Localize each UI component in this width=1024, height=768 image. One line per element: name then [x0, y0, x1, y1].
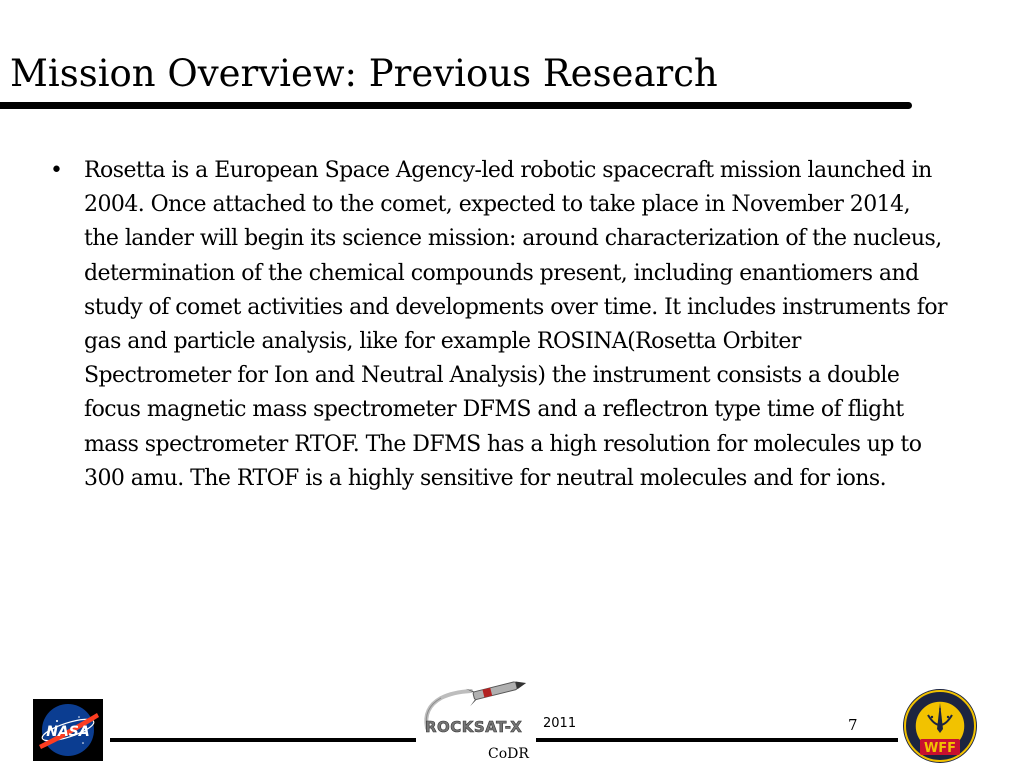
nasa-logo-text: NASA	[46, 724, 90, 740]
bullet-list	[50, 154, 950, 496]
nasa-logo	[33, 699, 103, 761]
footer-rule-left	[110, 738, 416, 742]
footer-rule-right	[536, 738, 898, 742]
title-underline	[0, 102, 912, 109]
slide-title: Mission Overview: Previous Research	[10, 52, 718, 95]
bullet-marker: •	[50, 158, 63, 183]
rocksat-x-logo	[413, 672, 543, 744]
footer-year: 2011	[543, 716, 577, 731]
rocksat-logo-text: ROCKSAT-X	[425, 718, 523, 736]
bullet-text: Rosetta is a European Space Agency-led robotic spacecraft mission launched in 2004. Once attached to the comet, expected to take place in November 2014, the lander will begin its science mission: around characterization of the nucleus, determination of the chemical compounds present, including enantiomers and study of comet activities and developments over time. It includes instruments for gas and particle analysis, like for example ROSINA(Rosetta Orbiter Spectrometer for Ion and Neutral Analysis) the instrument consists a double focus magnetic mass spectrometer DFMS and a reflectron type time of flight mass spectrometer RTOF. The DFMS has a high resolution for molecules up to 300 amu. The RTOF is a highly sensitive for neutral molecules and for ions.	[84, 158, 948, 491]
bullet-item	[50, 154, 950, 496]
wff-emblem	[902, 687, 978, 765]
footer-label: CoDR	[488, 746, 529, 762]
wff-logo-text: WFF	[923, 741, 957, 756]
page-number: 7	[848, 716, 858, 734]
